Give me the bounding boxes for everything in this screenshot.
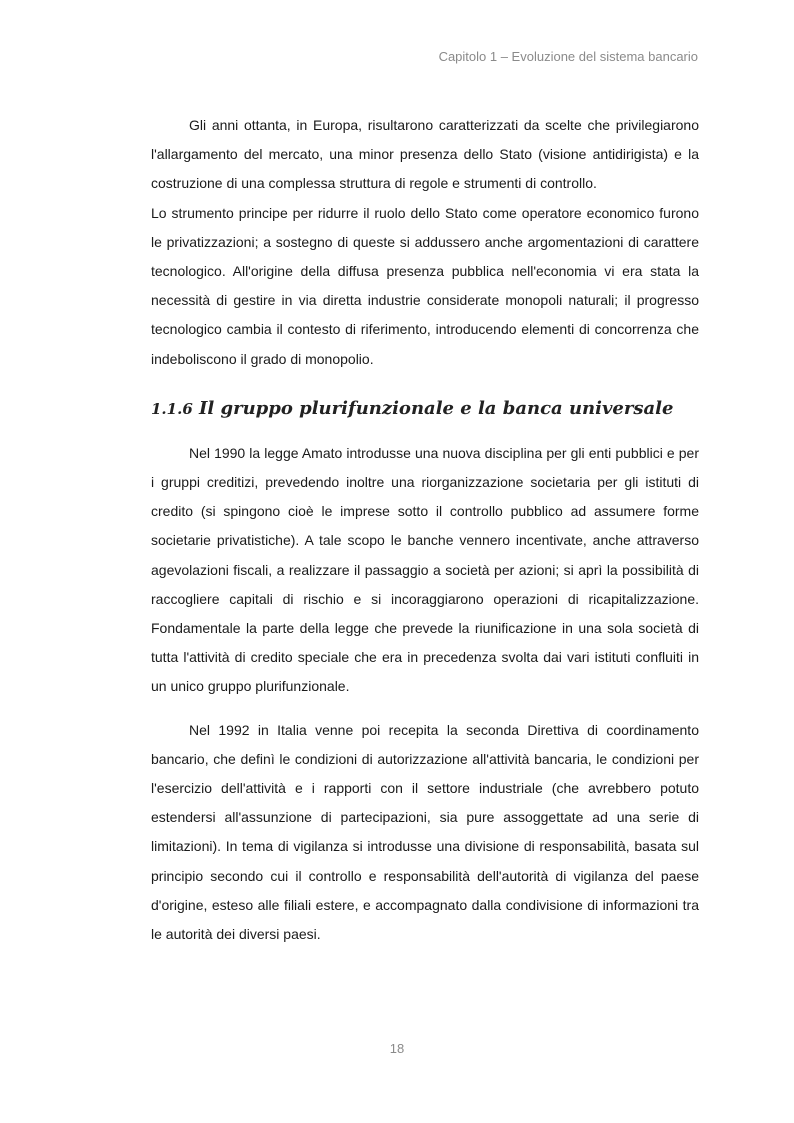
section-heading (151, 398, 699, 419)
page-number: 18 (389, 1041, 405, 1056)
paragraph-2: Nel 1990 la legge Amato introdusse una nuova disciplina per gli enti pubblici e per i gruppi creditizi, prevedendo inoltre una riorganizzazione societaria per gli istituti di credito (si spingono cioè le imprese sotto il controllo pubblico ad assumere forme societarie privatistiche). A tale scopo le banche vennero incentivate, anche attraverso agevolazioni fiscali, a realizzare il passaggio a società per azioni; si aprì la possibilità di raccogliere capitali di rischio e si incoraggiarono operazioni di ricapitalizzazione. Fondamentale la parte della legge che prevede la riunificazione in una sola società di tutta l'attività di credito speciale che era in precedenza svolta dai vari istituti confluiti in un unico gruppo plurifunzionale. (151, 444, 699, 695)
paragraph-1-continuation: Lo strumento principe per ridurre il ruolo dello Stato come operatore economico furono le privatizzazioni; a sostegno di queste si addussero anche argomentazioni di carattere tecnologico. All'origine della diffusa presenza pubblica nell'economia vi era stata la necessità di gestire in via diretta industrie considerate monopoli naturali; il progresso tecnologico cambia il contesto di riferimento, introducendo elementi di concorrenza che indeboliscono il grado di monopolio. (151, 204, 699, 367)
paragraph-3: Nel 1992 in Italia venne poi recepita la seconda Direttiva di coordinamento bancario, che definì le condizioni di autorizzazione all'attività bancaria, le condizioni per l'esercizio dell'attività e i rapporti con il settore industriale (che avrebbero potuto estendersi all'assunzione di partecipazioni, sia pure assoggettate ad una serie di limitazioni). In tema di vigilanza si introdusse una divisione di responsabilità, basata sul principio secondo cui il controllo e responsabilità dell'autorità di vigilanza del paese d'origine, esteso alle filiali estere, e accompagnato dalla condivisione di informazioni tra le autorità dei diversi paesi. (151, 721, 699, 943)
page-content (151, 111, 699, 949)
section-title: Il gruppo plurifunzionale e la banca universale (199, 397, 674, 419)
running-header: Capitolo 1 – Evoluzione del sistema bancario (438, 49, 698, 64)
paragraph-1-opening: Gli anni ottanta, in Europa, risultarono caratterizzati da scelte che privilegiarono l'allargamento del mercato, una minor presenza dello Stato (visione antidirigista) e la costruzione di una complessa struttura di regole e strumenti di controllo. (151, 117, 699, 192)
section-number: 1.1.6 (151, 399, 193, 418)
